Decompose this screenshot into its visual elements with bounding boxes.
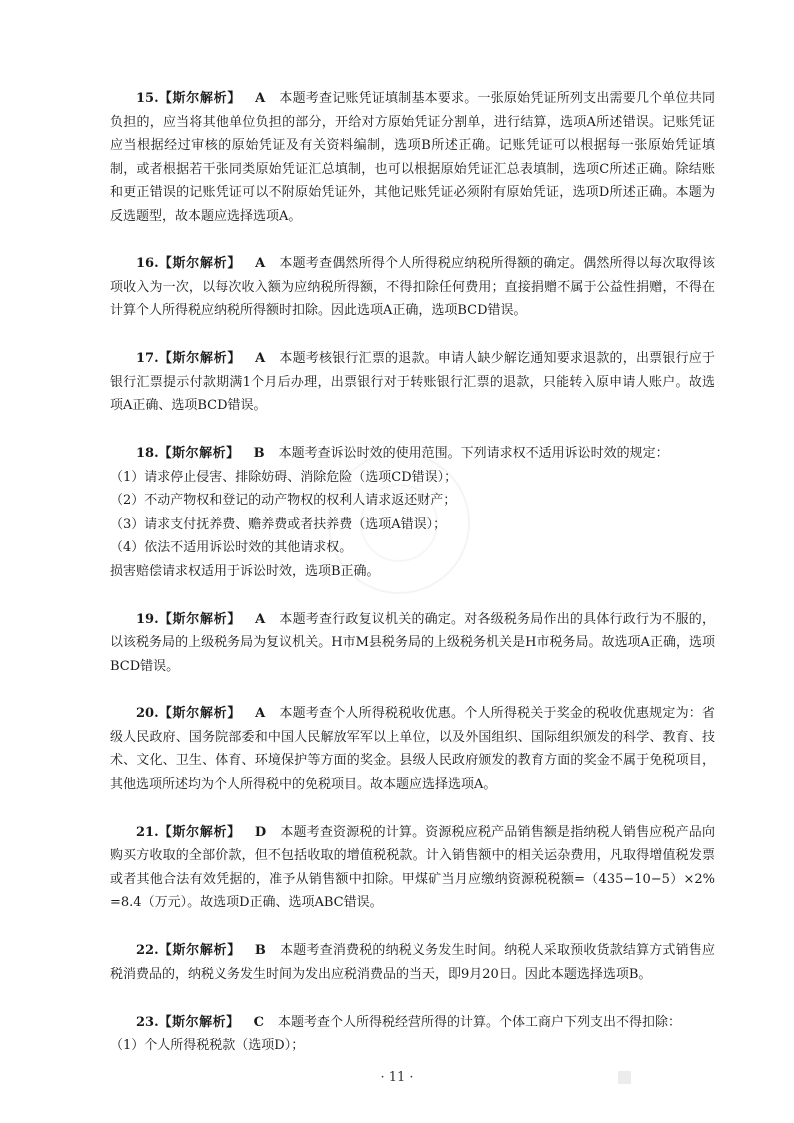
- question-number: 23.: [136, 1014, 159, 1030]
- explanation-text: 本题考查个人所得税经营所得的计算。个体工商户下列支出不得扣除：: [278, 1014, 682, 1030]
- question-number: 19.: [136, 611, 159, 627]
- list-item: （1）个人所得税税款（选项D）；: [110, 1038, 305, 1054]
- list-item: （3）请求支付抚养费、赡养费或者扶养费（选项A错误）；: [110, 516, 447, 532]
- explanation-22: [110, 939, 715, 986]
- list-item: （4）依法不适用诉讼时效的其他请求权。: [110, 540, 353, 556]
- analysis-tag: 【斯尔解析】: [158, 706, 242, 722]
- non-deductible-list: [110, 1034, 715, 1058]
- page-number: · 11 ·: [380, 1070, 414, 1085]
- analysis-tag: 【斯尔解析】: [158, 611, 242, 627]
- explanation-text: 本题考查记账凭证填制基本要求。一张原始凭证所列支出需要几个单位共同负担的，应当将其他单位负担的部分，开给对方原始凭证分割单，进行结算，选项A所述错误。记账凭证应当根据经过审核的原始凭证及有关资料编制，选项B所述正确。记账凭证可以根据每一张原始凭证填制，或者根据若干张同类原始凭证汇总填制，也可以根据原始凭证汇总表填制，选项C所述正确。除结账和更正错误的记账凭证可以不附原始凭证外，其他记账凭证必须附有原始凭证，选项D所述正确。本题为反选题型，故本题应选择选项A。: [110, 91, 715, 224]
- conclusion-text: 损害赔偿请求权适用于诉讼时效，选项B正确。: [110, 563, 380, 579]
- question-number: 17.: [136, 351, 159, 367]
- explanation-text: 本题考查诉讼时效的使用范围。下列请求权不适用诉讼时效的规定：: [278, 446, 669, 462]
- explanation-19: [110, 608, 715, 679]
- question-number: 22.: [136, 943, 159, 959]
- answer-letter: A: [255, 91, 266, 106]
- analysis-tag: 【斯尔解析】: [158, 351, 242, 367]
- explanation-text: 本题考查个人所得税税收优惠。个人所得税关于奖金的税收优惠规定为：省级人民政府、国务院部委和中国人民解放军军以上单位，以及外国组织、国际组织颁发的科学、教育、技术、文化、卫生、体育、环境保护等方面的奖金。县级人民政府颁发的教育方面的奖金不属于免税项目，其他选项所述均为个人所得税中的免税项目。故本题应选择选项A。: [110, 706, 715, 792]
- corner-mark: [618, 1071, 631, 1084]
- answer-letter: A: [255, 706, 266, 722]
- answer-letter: A: [255, 611, 266, 627]
- question-number: 20.: [136, 706, 159, 722]
- analysis-tag: 【斯尔解析】: [158, 824, 241, 840]
- list-item: （1）请求停止侵害、排除妨碍、消除危险（选项CD错误）；: [110, 469, 458, 485]
- analysis-tag: 【斯尔解析】: [158, 1014, 240, 1030]
- exception-list: [110, 466, 715, 584]
- explanation-23: [110, 1011, 715, 1058]
- answer-explanations: [110, 87, 715, 1082]
- answer-letter: A: [255, 351, 266, 367]
- explanation-18: [110, 442, 715, 583]
- list-item: （2）不动产物权和登记的动产物权的权利人请求返还财产；: [110, 493, 457, 509]
- analysis-tag: 【斯尔解析】: [158, 91, 242, 106]
- explanation-text: 本题考查消费税的纳税义务发生时间。纳税人采取预收货款结算方式销售应税消费品的，纳税义务发生时间为发出应税消费品的当天，即9月20日。因此本题选择选项B。: [110, 943, 715, 982]
- explanation-21: [110, 821, 715, 915]
- explanation-20: [110, 702, 715, 796]
- explanation-text: 本题考查偶然所得个人所得税应纳税所得额的确定。偶然所得以每次取得该项收入为一次，以每次收入额为应纳税所得额，不得扣除任何费用；直接捐赠不属于公益性捐赠，不得在计算个人所得税应纳税所得额时扣除。因此选项A正确，选项BCD错误。: [110, 256, 715, 319]
- explanation-text: 本题考查行政复议机关的确定。对各级税务局作出的具体行政行为不服的，以该税务局的上级税务局为复议机关。H市M县税务局的上级税务机关是H市税务局。故选项A正确，选项BCD错误。: [110, 611, 715, 674]
- answer-letter: D: [254, 824, 267, 840]
- explanation-17: [110, 347, 715, 418]
- question-number: 15.: [136, 91, 159, 106]
- analysis-tag: 【斯尔解析】: [158, 943, 241, 959]
- question-number: 21.: [136, 824, 159, 840]
- answer-letter: B: [254, 943, 266, 959]
- explanation-text: 本题考查资源税的计算。资源税应税产品销售额是指纳税人销售应税产品向购买方收取的全部价款，但不包括收取的增值税税款。计入销售额中的相关运杂费用，凡取得增值税发票或者其他合法有效凭据的，准予从销售额中扣除。甲煤矿当月应缴纳资源税税额=（435−10−5）×2%=8.4（万元）。故选项D正确、选项ABC错误。: [110, 824, 715, 911]
- answer-letter: B: [253, 446, 265, 462]
- answer-letter: A: [255, 256, 266, 272]
- question-number: 16.: [136, 256, 159, 272]
- question-number: 18.: [136, 446, 159, 462]
- analysis-tag: 【斯尔解析】: [158, 446, 240, 462]
- analysis-tag: 【斯尔解析】: [158, 256, 242, 272]
- answer-letter: C: [253, 1014, 264, 1030]
- explanation-15: [110, 87, 715, 228]
- explanation-16: [110, 252, 715, 323]
- explanation-text: 本题考核银行汇票的退款。申请人缺少解讫通知要求退款的，出票银行应于银行汇票提示付款期满1个月后办理，出票银行对于转账银行汇票的退款，只能转入原申请人账户。故选项A正确、选项BCD错误。: [110, 351, 715, 414]
